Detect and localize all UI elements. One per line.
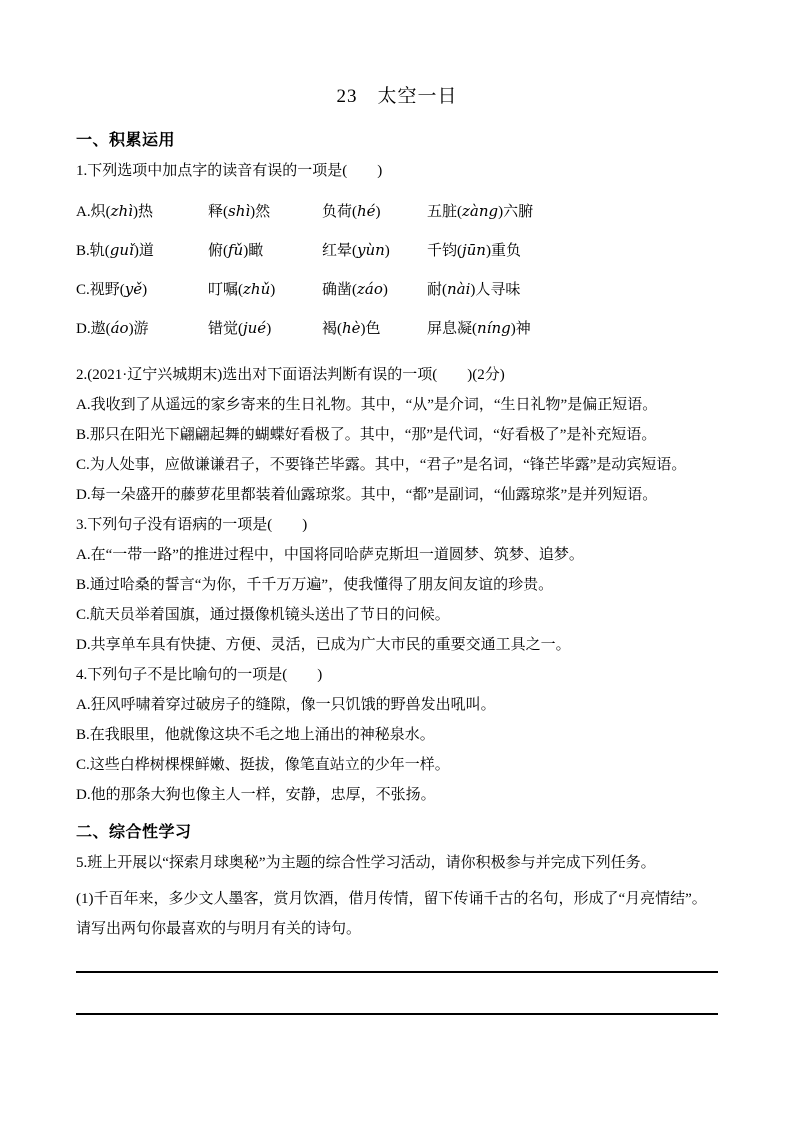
option-cell: D.遨(áo)游 [76,319,149,337]
question-4-stem: 4.下列句子不是比喻句的一项是( ) [76,667,323,683]
option-cell: 释(shì)然 [208,202,271,220]
question-3-option-d: D.共享单车具有快捷、方便、灵活，已成为广大市民的重要交通工具之一。 [76,637,571,653]
option-cell: C.视野(yě) [76,280,148,298]
question-3-stem: 3.下列句子没有语病的一项是( ) [76,517,308,533]
question-5-sub1-line2: 请写出两句你最喜欢的与明月有关的诗句。 [76,921,362,937]
question-1-option-row-d [76,309,718,348]
option-cell: 褐(hè)色 [322,319,381,337]
lesson-title: 23 太空一日 [336,86,458,107]
question-3-option-c: C.航天员举着国旗，通过摄像机镜头送出了节日的问候。 [76,607,450,623]
option-cell: 千钧(jūn)重负 [427,241,521,259]
question-4-option-d: D.他的那条大狗也像主人一样，安静，忠厚，不张扬。 [76,787,436,803]
question-2-option-b: B.那只在阳光下翩翩起舞的蝴蝶好看极了。其中，“那”是代词，“好看极了”是补充短语。 [76,427,657,443]
answer-blank-line[interactable] [76,973,718,1015]
question-3-option-a: A.在“一带一路”的推进过程中，中国将同哈萨克斯坦一道圆梦、筑梦、追梦。 [76,547,584,563]
answer-blank-line[interactable] [76,944,718,973]
question-5-stem: 5.班上开展以“探索月球奥秘”为主题的综合性学习活动，请你积极参与并完成下列任务。 [76,855,656,871]
option-cell: 负荷(hé) [322,202,381,220]
question-1-stem: 1.下列选项中加点字的读音有误的一项是( ) [76,163,383,179]
section-heading-comprehensive: 二、综合性学习 [76,824,192,841]
option-cell: B.轨(guǐ)道 [76,241,154,259]
question-4-option-b: B.在我眼里，他就像这块不毛之地上涌出的神秘泉水。 [76,727,435,743]
option-cell: 叮嘱(zhǔ) [208,280,276,298]
option-cell: 耐(nài)人寻味 [427,280,521,298]
question-2-option-d: D.每一朵盛开的藤萝花里都装着仙露琼浆。其中，“都”是副词，“仙露琼浆”是并列短语。 [76,487,658,503]
question-1-option-row-b [76,231,718,270]
question-3-option-b: B.通过哈桑的誓言“为你，千千万万遍”，使我懂得了朋友间友谊的珍贵。 [76,577,554,593]
option-cell: 红晕(yùn) [322,241,390,259]
option-cell: A.炽(zhì)热 [76,202,153,220]
option-cell: 俯(fǔ)瞰 [208,241,264,259]
question-1-option-row-c [76,270,718,309]
question-2-option-c: C.为人处事，应做谦谦君子，不要锋芒毕露。其中，“君子”是名词，“锋芒毕露”是动宾短语。 [76,457,687,473]
option-cell: 错觉(jué) [208,319,272,337]
question-2-stem: 2.(2021·辽宁兴城期末)选出对下面语法判断有误的一项( )(2分) [76,367,505,383]
question-4-option-a: A.狂风呼啸着穿过破房子的缝隙，像一只饥饿的野兽发出吼叫。 [76,697,496,713]
option-cell: 确凿(záo) [322,280,388,298]
option-cell: 五脏(zàng)六腑 [427,202,534,220]
question-5-sub1-line1: (1)千百年来，多少文人墨客，赏月饮酒，借月传情，留下传诵千古的名句，形成了“月亮情结”。 [76,891,707,907]
section-heading-accumulation: 一、积累运用 [76,132,176,149]
question-4-option-c: C.这些白桦树棵棵鲜嫩、挺拔，像笔直站立的少年一样。 [76,757,450,773]
question-2-option-a: A.我收到了从遥远的家乡寄来的生日礼物。其中，“从”是介词，“生日礼物”是偏正短语。 [76,397,658,413]
option-cell: 屏息凝(níng)神 [427,319,531,337]
question-1-option-row-a [76,192,718,231]
